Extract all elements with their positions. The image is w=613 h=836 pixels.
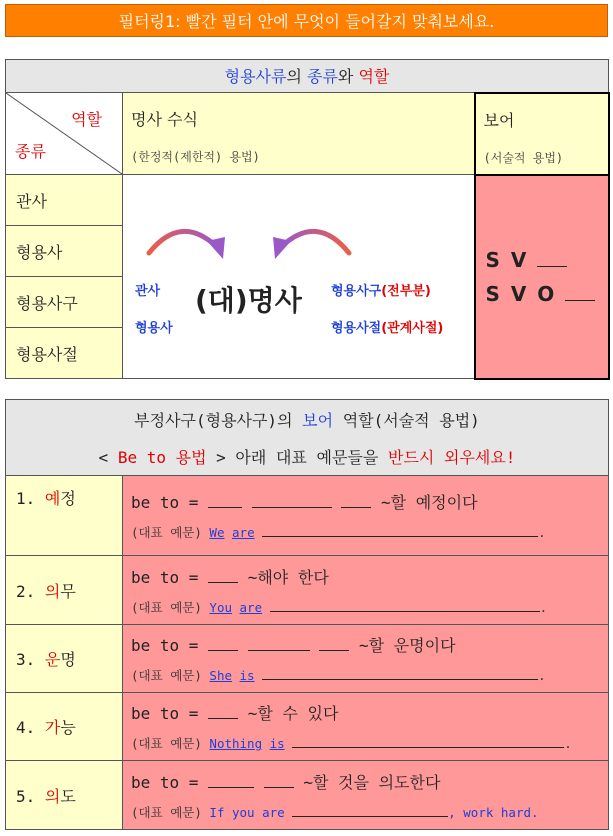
corner-role-label: 역할: [71, 110, 102, 129]
noun-modifier-header: 명사 수식 (한정적(제한적) 용법): [123, 93, 475, 175]
usage-destiny-sentence: be to = ~할 운명이다 (대표 예문) She is .: [123, 625, 609, 693]
label-adjective-phrase: 형용사구(전부분): [331, 284, 431, 299]
usage-obligation-sentence: be to = ~해야 한다 (대표 예문) You are .: [123, 556, 609, 625]
usage-intention-sentence: be to = ~할 것을 의도한다 (대표 예문) If you are , work hard.: [123, 761, 609, 830]
instruction-banner: 필터링1: 빨간 필터 안에 무엇이 들어갈지 맞춰보세요.: [5, 4, 608, 37]
usage-plan: 1. 예정: [6, 476, 123, 556]
pattern-svoc: S V O: [486, 282, 608, 306]
center-noun: (대)명사: [195, 284, 302, 317]
usage-destiny: 3. 운명: [6, 625, 123, 693]
usage-intention: 5. 의도: [6, 761, 123, 830]
complement-header: 보어 (서술적 용법): [475, 93, 609, 175]
pattern-svc: S V: [486, 248, 608, 272]
kind-adjective-phrase: 형용사구: [6, 277, 123, 328]
usage-possibility: 4. 가능: [6, 693, 123, 761]
kind-adjective-clause: 형용사절: [6, 328, 123, 379]
usage-plan-sentence: be to = ~할 예정이다 (대표 예문) We are .: [123, 476, 609, 556]
usage-obligation: 2. 의무: [6, 556, 123, 625]
complement-filter-cell: [475, 175, 609, 379]
label-article: 관사: [135, 284, 161, 299]
label-adjective-clause: 형용사절(관계사절): [331, 321, 444, 336]
kind-article: 관사: [6, 175, 123, 226]
be-to-usage-table: [5, 399, 609, 830]
corner-kind-label: 종류: [15, 142, 46, 161]
table2-title: 부정사구(형용사구)의 보어 역할(서술적 용법) < Be to 용법 > 아래 대표 예문들을 반드시 외우세요!: [6, 400, 609, 476]
label-adjective: 형용사: [135, 321, 173, 336]
corner-cell: [6, 93, 123, 175]
noun-diagram-cell: [123, 175, 475, 379]
adjective-types-table: [5, 59, 610, 380]
table1-title: 형용사류의 종류와 역할: [6, 60, 609, 93]
kind-adjective: 형용사: [6, 226, 123, 277]
usage-possibility-sentence: be to = ~할 수 있다 (대표 예문) Nothing is .: [123, 693, 609, 761]
